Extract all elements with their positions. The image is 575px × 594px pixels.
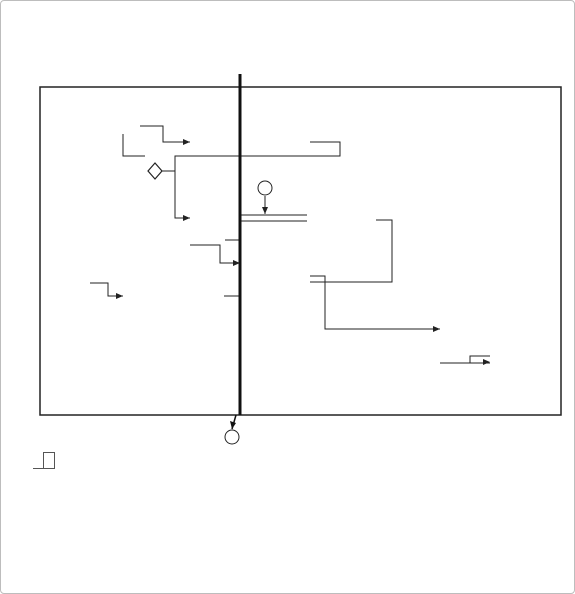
logic-links [90,126,490,365]
table-header-duration [44,453,55,469]
marker-y-circle [258,181,272,195]
milestone-c-diamond [148,163,162,179]
table-corner [33,453,44,469]
marker-x-circle [225,430,239,444]
diagram-border [40,87,561,415]
duration-table [33,452,55,469]
